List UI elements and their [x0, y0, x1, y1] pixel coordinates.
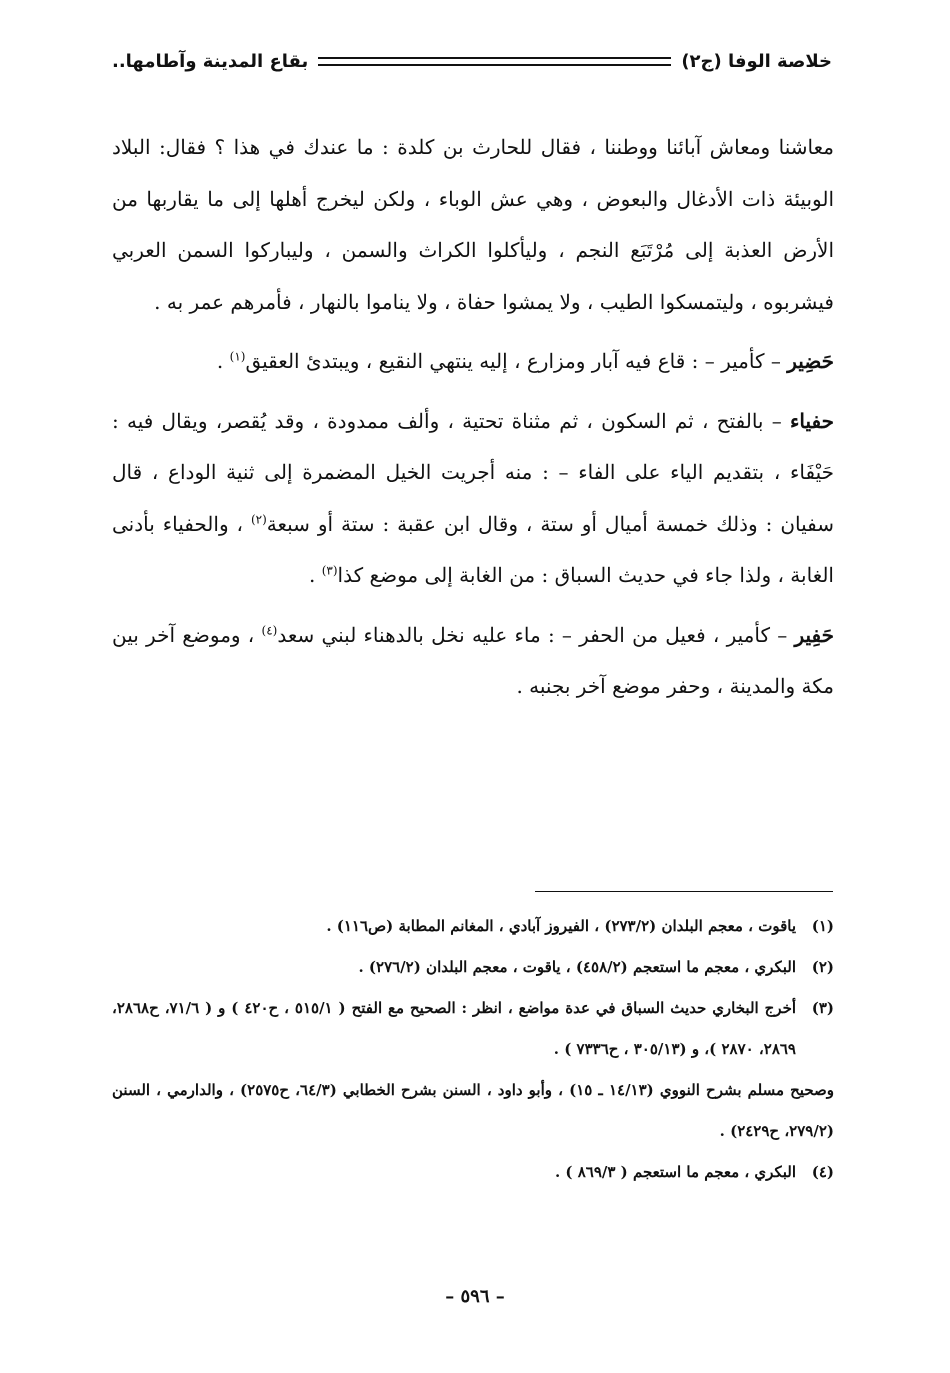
entry-text-hafir-a: – كأمير ، فعيل من الحفر – : ماء عليه نخل بالدهناء لبني سعد: [277, 622, 795, 647]
footnote-text: البكري ، معجم ما استعجم ( ٨٦٩/٣ ) .: [554, 1163, 796, 1181]
entry-term-hafya: حفياء: [789, 408, 834, 433]
footnote-ref-4[interactable]: (٤): [261, 622, 278, 637]
chapter-title: بقاع المدينة وآطامها..: [112, 50, 309, 72]
paragraph-1: معاشنا ومعاش آبائنا ووطننا ، فقال للحارث بن كلدة : ما عندك في هذا ؟ فقال: البلاد الوبيئة ذات الأدغال والبعوض ، وهي عش الوباء ، ولكن ليخرج أهلها إلى ما يقاربها من الأرض العذبة إلى مُرْتَبَع النجم ، وليأكلوا الكراث والسمن ، وليباركوا السمن العربي فيشربوه ، وليتمسكوا الطيب ، ولا يمشوا حفاة ، ولا يناموا بالنهار ، فأمرهم عمر به .: [112, 135, 834, 314]
entry-end-hadir: .: [216, 349, 230, 373]
main-text-body: [112, 122, 834, 721]
book-title: خلاصة الوفا (ج٢): [681, 50, 832, 72]
header-double-rule: [318, 57, 671, 66]
footnote-2: [112, 947, 834, 988]
footnote-ref-2[interactable]: (٢): [250, 511, 267, 526]
entry-text-hafya-b: ، والحفياء بأدنى الغابة ، ولذا جاء في حديث السباق : من الغابة إلى موضع كذا: [112, 511, 834, 587]
paragraph-hafya: [112, 396, 834, 602]
entry-term-hafir: حَفِير: [794, 622, 834, 647]
footnote-ref-3[interactable]: (٣): [321, 563, 338, 578]
footnote-number: (٢): [811, 958, 834, 976]
entry-text-hadir: – كأمير – : قاع فيه آبار ومزارع ، إليه ينتهي النقيع ، ويبتدئ العقيق: [245, 349, 788, 373]
footnote-separator: [535, 891, 833, 892]
entry-text-hafir-b: ، وموضع آخر بين مكة والمدينة ، وحفر موضع آخر بجنبه .: [112, 622, 834, 698]
footnote-4: [112, 1152, 834, 1193]
page-number: – ٥٩٦ –: [445, 1286, 505, 1307]
footnote-number: (١): [811, 917, 834, 935]
running-header: [112, 44, 832, 78]
footnote-text: أخرج البخاري حديث السباق في عدة مواضع ، انظر : الصحيح مع الفتح ( ٥١٥/١ ، ح٤٢٠ ) و ( ٧١/٦، ح٢٨٦٨، ٢٨٦٩، ٢٨٧٠ )، و (٣٠٥/١٣ ، ح٧٣٣٦ ) .: [112, 999, 797, 1058]
entry-term-hadir: حَضِير: [787, 349, 834, 373]
footnotes: [112, 906, 834, 1193]
footnote-3-continuation: وصحيح مسلم بشرح النووي (١٤/١٣ ـ ١٥) ، وأبو داود ، السنن بشرح الخطابي (٦٤/٣، ح٢٥٧٥) ، والدارمي ، السنن (٢٧٩/٢، ح٢٤٢٩) .: [112, 1081, 834, 1140]
footnote-1: [112, 906, 834, 947]
footnote-text: البكري ، معجم ما استعجم (٤٥٨/٢) ، ياقوت ، معجم البلدان (٢٧٦/٢) .: [358, 958, 796, 976]
paragraph-hadir: [112, 336, 834, 388]
footnote-text: ياقوت ، معجم البلدان (٢٧٣/٢) ، الفيروز آبادي ، المغانم المطابة (ص١١٦) .: [326, 917, 796, 935]
entry-text-hafya-a: – بالفتح ، ثم السكون ، ثم مثناة تحتية ، وألف ممدودة ، وقد يُقصر، ويقال فيه : حَيْفَاء ، بتقديم الياء على الفاء – : منه أجريت الخيل المضمرة إلى ثنية الوداع ، قال سفيان : وذلك خمسة أميال أو ستة ، وقال ابن عقبة : ستة أو سبعة: [112, 408, 835, 536]
entry-end-hafya: .: [308, 563, 322, 587]
footnote-number: (٣): [811, 999, 834, 1017]
footnote-ref-1[interactable]: (١): [229, 349, 246, 364]
paragraph-hafir: [112, 610, 834, 713]
footnote-number: (٤): [811, 1163, 834, 1181]
footnote-3: [112, 988, 834, 1070]
